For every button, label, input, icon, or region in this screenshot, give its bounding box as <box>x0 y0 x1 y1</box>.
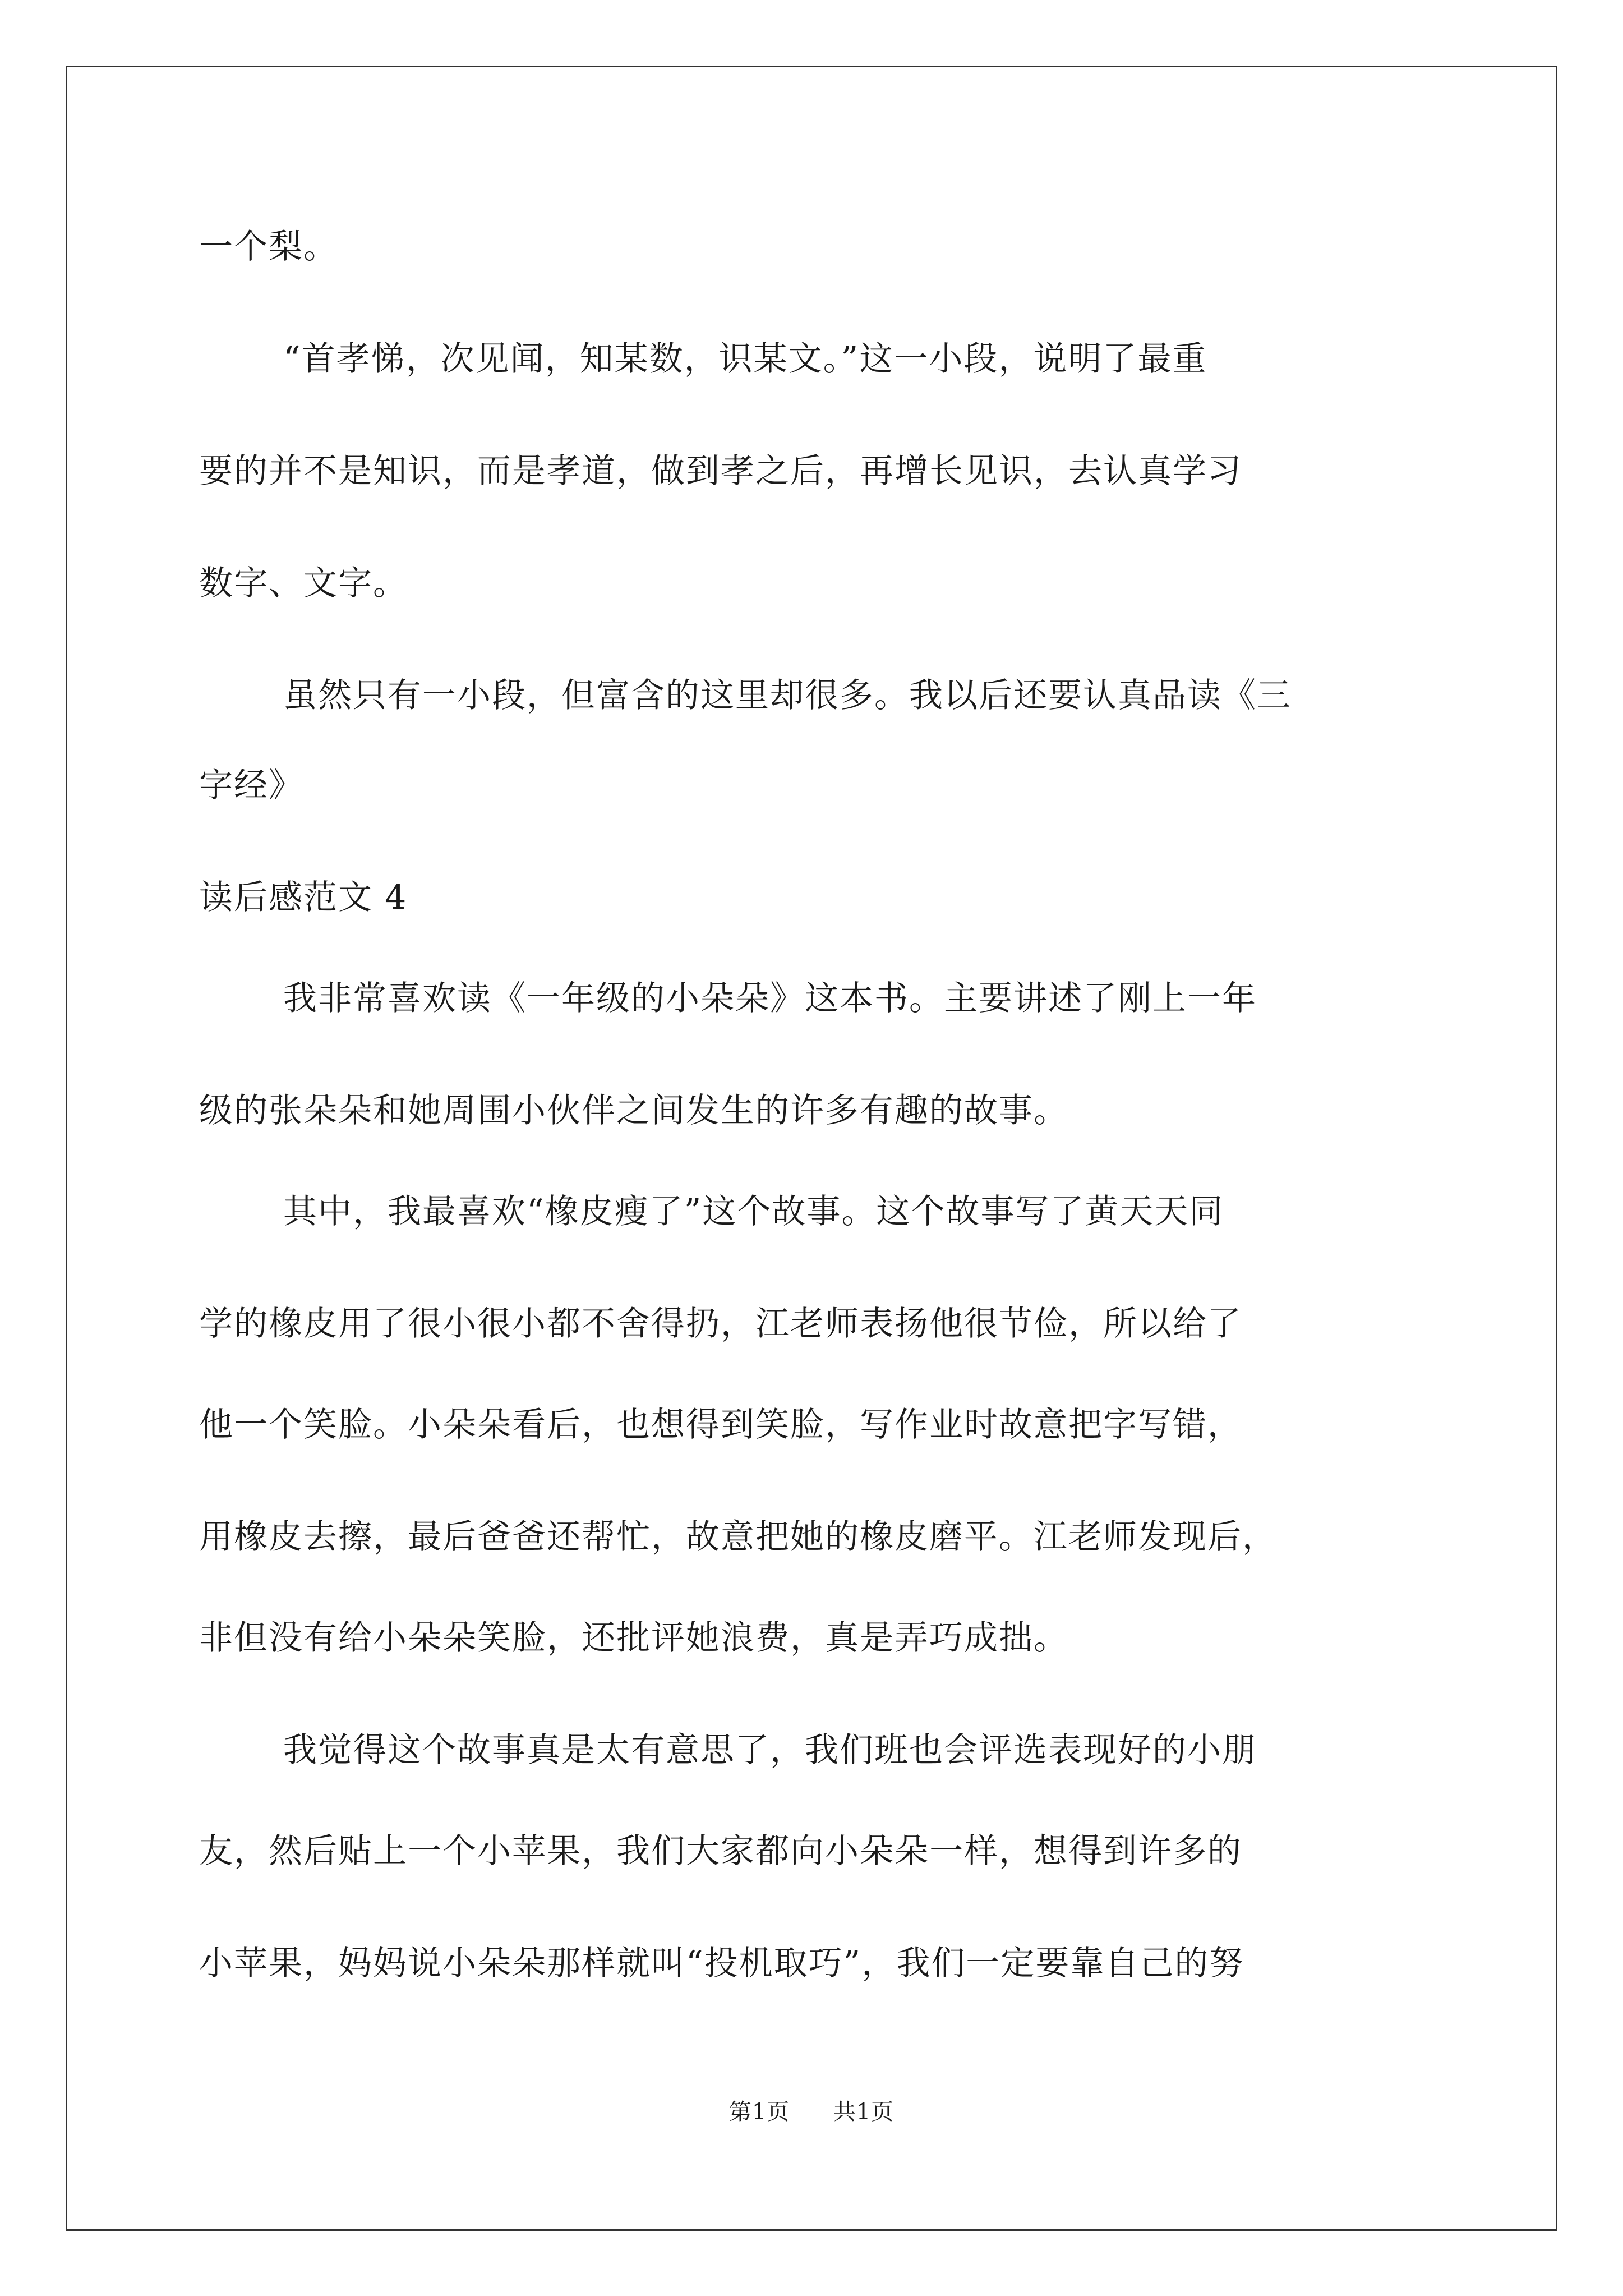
text-line: 字经》 <box>199 766 303 805</box>
text-line: 非但没有给小朵朵笑脸，还批评她浪费，真是弄巧成拙。 <box>199 1618 1068 1658</box>
text-line: 要的并不是知识，而是孝道，做到孝之后，再增长见识，去认真学习 <box>199 452 1242 491</box>
text-line: 一个梨。 <box>199 227 338 266</box>
paragraph-line: 虽然只有一小段，但富含的这里却很多。我以后还要认真品读《三 <box>283 676 1292 715</box>
section-heading: 读后感范文 4 <box>199 878 408 917</box>
paragraph-line: “首孝悌，次见闻，知某数，识某文。”这一小段，说明了最重 <box>283 339 1207 379</box>
text-line: 用橡皮去擦，最后爸爸还帮忙，故意把她的橡皮磨平。江老师发现后， <box>199 1517 1277 1557</box>
text-line: 他一个笑脸。小朵朵看后，也想得到笑脸，写作业时故意把字写错， <box>199 1405 1242 1444</box>
text-line: 级的张朵朵和她周围小伙伴之间发生的许多有趣的故事。 <box>199 1091 1068 1130</box>
page-border <box>66 66 1557 2231</box>
page-total: 共1页 <box>833 2099 895 2125</box>
paragraph-line: 我觉得这个故事真是太有意思了，我们班也会评选表现好的小朋 <box>283 1731 1257 1770</box>
text-line: 数字、文字。 <box>199 564 408 603</box>
text-line: 学的橡皮用了很小很小都不舍得扔，江老师表扬他很节俭，所以给了 <box>199 1304 1242 1343</box>
text-line: 友，然后贴上一个小苹果，我们大家都向小朵朵一样，想得到许多的 <box>199 1832 1242 1871</box>
paragraph-line: 其中，我最喜欢“橡皮瘦了”这个故事。这个故事写了黄天天同 <box>283 1192 1224 1231</box>
page-number: 第1页 <box>728 2099 790 2125</box>
paragraph-line: 我非常喜欢读《一年级的小朵朵》这本书。主要讲述了刚上一年 <box>283 979 1257 1018</box>
page-footer <box>0 2098 1623 2126</box>
text-line: 小苹果，妈妈说小朵朵那样就叫“投机取巧”，我们一定要靠自己的努 <box>199 1944 1244 1983</box>
